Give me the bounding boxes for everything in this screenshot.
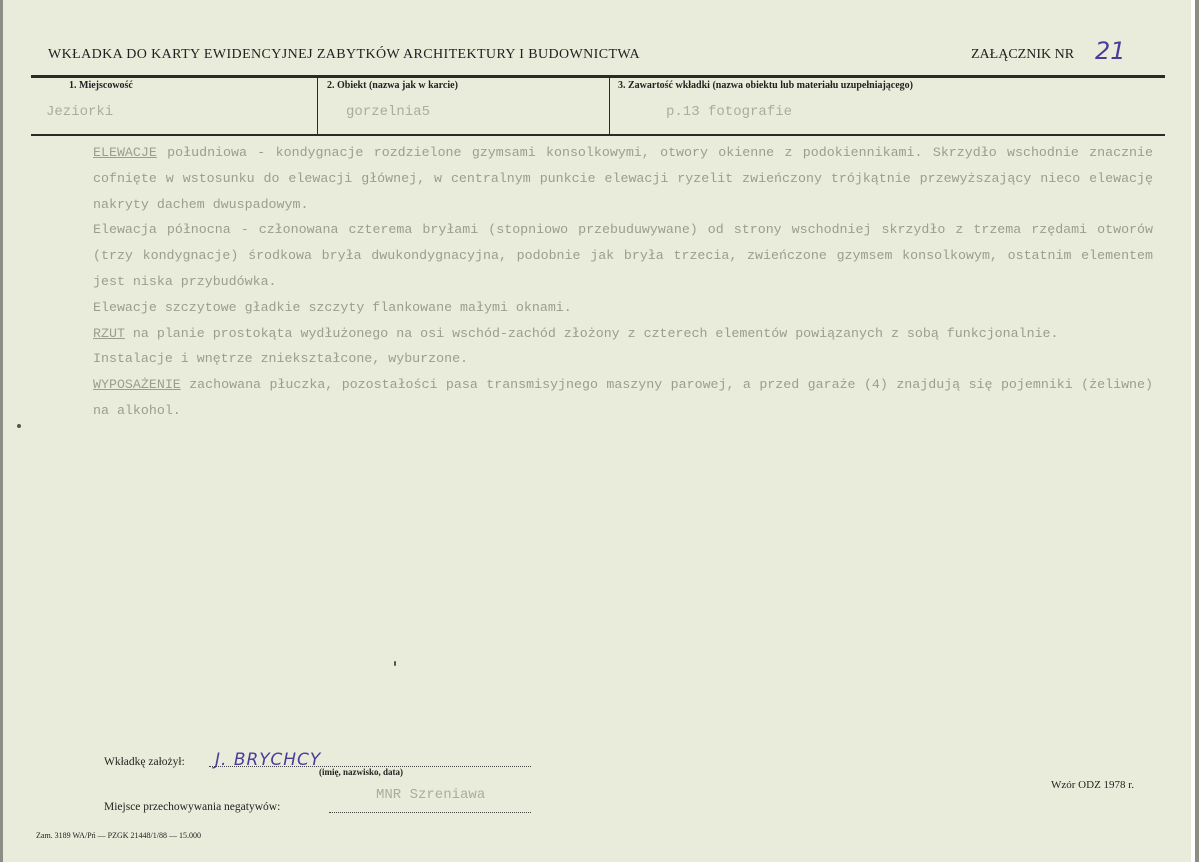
- field-object-label: 2. Obiekt (nazwa jak w karcie): [327, 80, 458, 91]
- storage-label: Miejsce przechowywania negatywów:: [104, 801, 281, 813]
- paragraph-elevations: [93, 140, 1153, 217]
- field-divider: [317, 78, 318, 134]
- index-card-insert: [3, 0, 1195, 862]
- creator-handwritten-name: J. BRYCHCY: [215, 750, 322, 770]
- field-object-value: gorzelnia5: [346, 104, 431, 120]
- ink-spot: [17, 424, 21, 428]
- paragraph-equipment: [93, 372, 1153, 424]
- field-locality-value: Jeziorki: [46, 104, 114, 120]
- field-content-label: 3. Zawartość wkładki (nazwa obiektu lub materiału uzupełniającego): [618, 80, 914, 91]
- paragraph-text: Elewacja północna - członowana czterema bryłami (stopniowo przebuduwywane) od strony wschodniej skrzydło z trzema rzędami otworów (trzy kondygnacje) środkowa bryła dwukondygnacyjna, podobnie jak bryła trzecia, zwieńczone gzymsem konsolkowym, ostatnim elementem jest niska przybudówka.: [93, 222, 1153, 289]
- storage-value: MNR Szreniawa: [376, 787, 486, 803]
- field-divider: [609, 78, 610, 134]
- creator-label: Wkładkę założył:: [104, 756, 185, 768]
- field-content-value: p.13 fotografie: [666, 104, 793, 120]
- annex-number-handwritten: 21: [1095, 37, 1126, 65]
- annex-label: ZAŁĄCZNIK NR: [971, 47, 1075, 62]
- creator-caption: (imię, nazwisko, data): [319, 767, 403, 777]
- template-version: Wzór ODZ 1978 r.: [1051, 779, 1135, 791]
- print-info: Zam. 3189 WA/Pń — PZGK 21448/1/88 — 15.000: [36, 831, 201, 840]
- section-heading: RZUT: [93, 325, 125, 341]
- paragraph-text: Instalacje i wnętrze zniekształcone, wyburzone.: [93, 351, 469, 367]
- paragraph-installations: [93, 346, 1153, 372]
- paragraph-text: Elewacje szczytowe gładkie szczyty flankowane małymi oknami.: [93, 299, 572, 315]
- form-title: WKŁADKA DO KARTY EWIDENCYJNEJ ZABYTKÓW ARCHITEKTURY I BUDOWNICTWA: [48, 47, 640, 62]
- paragraph-text: zachowana płuczka, pozostałości pasa transmisyjnego maszyny parowej, a przed garaże (4) znajdują się pojemniki (żeliwne) na alkohol.: [93, 377, 1153, 418]
- header-top-rule: [31, 75, 1165, 78]
- storage-dotted-line: [329, 812, 531, 813]
- field-locality-label: 1. Miejscowość: [69, 80, 133, 91]
- section-heading: ELEWACJE: [93, 145, 157, 160]
- paragraph-north-elevation: [93, 217, 1153, 294]
- paragraph-text: południowa - kondygnacje rozdzielone gzymsami konsolkowymi, otwory okienne z podokiennikami. Skrzydło wschodnie znacznie cofnięte w wstosunku do elewacji głównej, w centralnym punkcie elewacji ryzelit zwieńczony trójkątnie przewyższający nieco elewację nakryty dachem dwuspadowym.: [93, 145, 1153, 212]
- paragraph-plan: [93, 321, 1153, 347]
- paragraph-gable-elevations: [93, 295, 1153, 321]
- paragraph-text: na planie prostokąta wydłużonego na osi wschód-zachód złożony z czterech elementów powiązanych z sobą funkcjonalnie.: [124, 325, 1059, 341]
- ink-spot: [394, 661, 396, 666]
- header-bottom-rule: [31, 134, 1165, 136]
- description-body: [93, 140, 1153, 424]
- section-heading: WYPOSAŻENIE: [93, 377, 181, 393]
